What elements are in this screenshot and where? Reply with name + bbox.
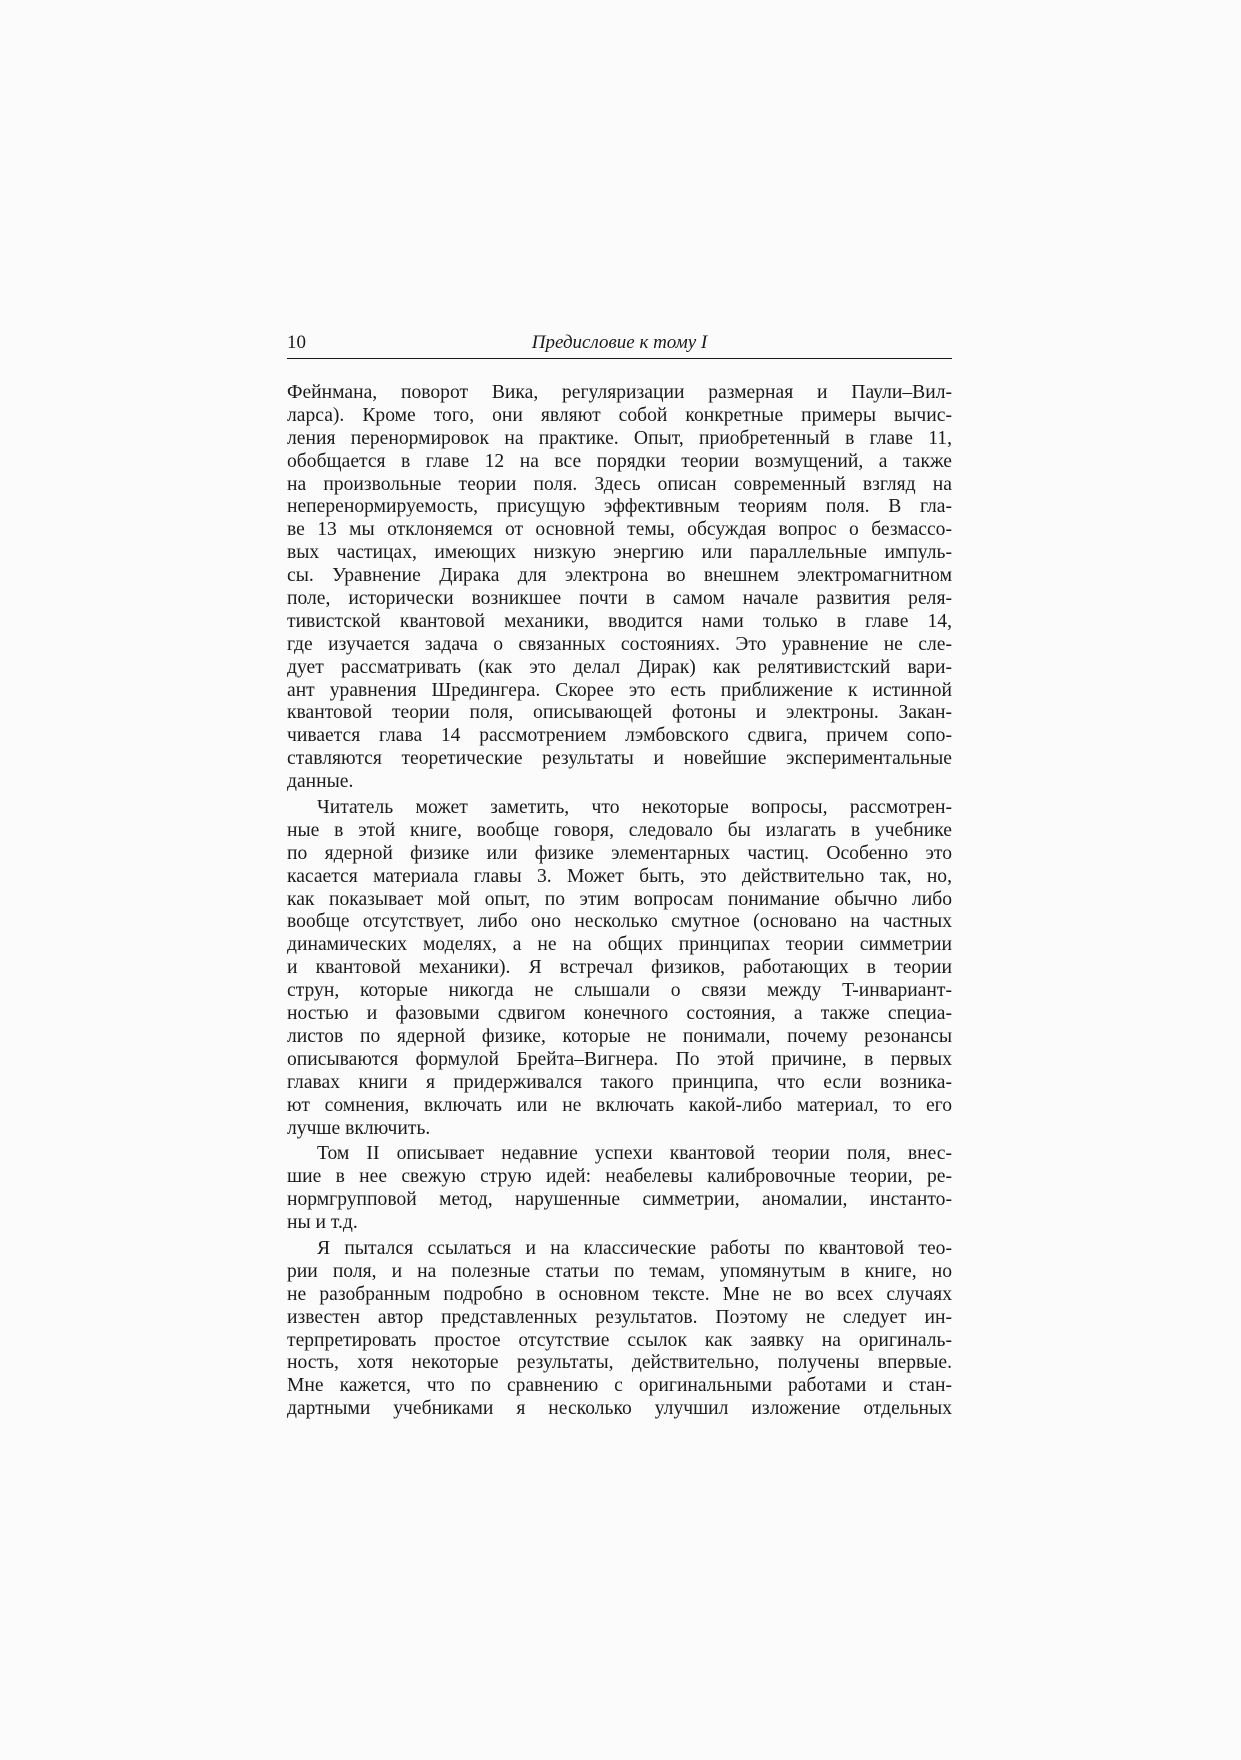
text-line: Читатель может заметить, что некоторые вопросы, рассмотрен-: [317, 797, 952, 819]
text-line: динамических моделях, а не на общих принципах теории симметрии: [287, 934, 952, 956]
text-line: Я пытался ссылаться и на классические работы по квантовой тео-: [317, 1237, 952, 1259]
text-line: на произвольные теории поля. Здесь описан современный взгляд на: [287, 473, 952, 495]
text-line: неперенормируемость, присущую эффективным теориям поля. В гла-: [287, 496, 952, 518]
text-line: квантовой теории поля, описывающей фотоны и электроны. Закан-: [287, 702, 952, 724]
text-line: обобщается в главе 12 на все порядки теории возмущений, а также: [287, 450, 952, 472]
text-line: дартными учебниками я несколько улучшил изложение отдельных: [287, 1398, 952, 1420]
text-line: тивистской квантовой механики, вводится нами только в главе 14,: [287, 610, 952, 632]
text-line: струн, которые никогда не слышали о связи между T-инвариант-: [287, 980, 952, 1002]
text-line: ления перенормировок на практике. Опыт, приобретенный в главе 11,: [287, 427, 952, 449]
text-line: ставляются теоретические результаты и новейшие экспериментальные: [287, 748, 952, 770]
text-line: ант уравнения Шредингера. Скорее это есть приближение к истинной: [287, 679, 952, 701]
text-line: ларса). Кроме того, они являют собой конкретные примеры вычис-: [287, 404, 952, 426]
text-line: ве 13 мы отклоняемся от основной темы, обсуждая вопрос о безмассо-: [287, 519, 952, 541]
paragraph: [287, 1238, 952, 1421]
text-line: чивается глава 14 рассмотрением лэмбовского сдвига, причем сопо-: [287, 725, 952, 747]
text-line: ют сомнения, включать или не включать какой-либо материал, то его: [287, 1094, 952, 1116]
running-header: [287, 330, 952, 359]
paragraph: [287, 1143, 952, 1235]
text-line: касается материала главы 3. Может быть, это действительно так, но,: [287, 865, 952, 887]
body-text: [287, 382, 952, 1421]
text-line: не разобранным подробно в основном тексте. Мне не во всех случаях: [287, 1283, 952, 1305]
text-line: нормгрупповой метод, нарушенные симметрии, аномалии, инстанто-: [287, 1189, 952, 1211]
text-line: Том II описывает недавние успехи квантовой теории поля, внес-: [317, 1143, 952, 1165]
paragraph: [287, 382, 952, 794]
text-line: рии поля, и на полезные статьи по темам, упомянутым в книге, но: [287, 1260, 952, 1282]
page-number: 10: [287, 332, 306, 353]
text-line: вых частицах, имеющих низкую энергию или параллельные импуль-: [287, 542, 952, 564]
paragraph: [287, 797, 952, 1140]
text-line: и квантовой механики). Я встречал физиков, работающих в теории: [287, 957, 952, 979]
text-line: по ядерной физике или физике элементарных частиц. Особенно это: [287, 842, 952, 864]
text-line: терпретировать простое отсутствие ссылок как заявку на оригиналь-: [287, 1329, 952, 1351]
text-line: поле, исторически возникшее почти в самом начале развития реля-: [287, 588, 952, 610]
text-line: как показывает мой опыт, по этим вопросам понимание обычно либо: [287, 888, 952, 910]
text-line: ны и т.д.: [287, 1212, 358, 1234]
text-line: описываются формулой Брейта–Вигнера. По этой причине, в первых: [287, 1048, 952, 1070]
text-line: шие в нее свежую струю идей: неабелевы калибровочные теории, ре-: [287, 1166, 952, 1188]
text-line: Фейнмана, поворот Вика, регуляризации размерная и Паули–Вил-: [287, 382, 952, 403]
text-line: Мне кажется, что по сравнению с оригинальными работами и стан-: [287, 1375, 952, 1397]
text-line: листов по ядерной физике, которые не понимали, почему резонансы: [287, 1025, 952, 1047]
text-line: данные.: [287, 771, 354, 793]
text-line: лучше включить.: [287, 1117, 431, 1139]
text-line: ность, хотя некоторые результаты, действительно, получены впервые.: [287, 1352, 952, 1374]
text-line: сы. Уравнение Дирака для электрона во внешнем электромагнитном: [287, 565, 952, 587]
text-line: вообще отсутствует, либо оно несколько смутное (основано на частных: [287, 911, 952, 933]
text-line: ные в этой книге, вообще говоря, следовало бы излагать в учебнике: [287, 819, 952, 841]
running-title: Предисловие к тому I: [531, 332, 708, 353]
text-line: главах книги я придерживался такого принципа, что если возника-: [287, 1071, 952, 1093]
text-line: дует рассматривать (как это делал Дирак) как релятивистский вари-: [287, 656, 952, 678]
text-line: известен автор представленных результатов. Поэтому не следует ин-: [287, 1306, 952, 1328]
text-line: где изучается задача о связанных состояниях. Это уравнение не сле-: [287, 633, 952, 655]
text-line: ностью и фазовыми сдвигом конечного состояния, а также специа-: [287, 1003, 952, 1025]
